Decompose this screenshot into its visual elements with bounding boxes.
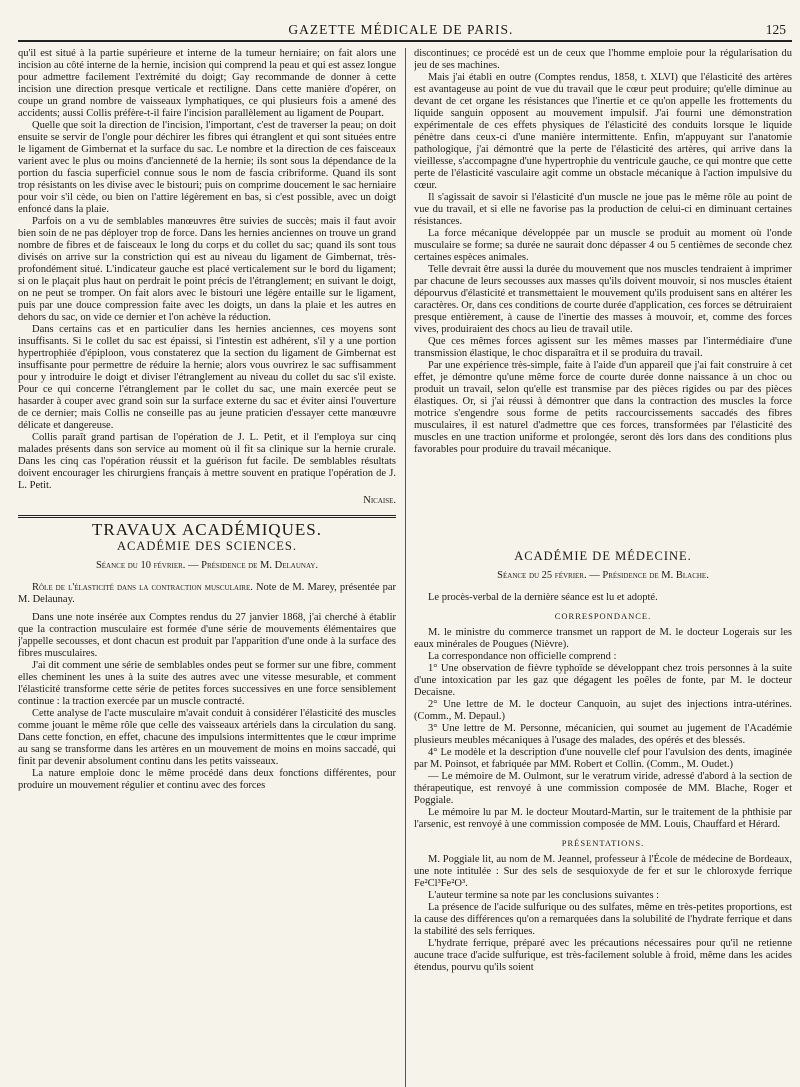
correspondance-item: 1° Une observation de fièvre typhoïde se développant chez trois personnes à la suite d'une intoxication par les gaz que dégagent les poêles de fonte, par M. le docteur Decaisne.: [414, 663, 792, 698]
body-paragraph: Que ces mêmes forces agissent sur les mêmes masses par l'intermédiaire d'une transmission élastique, le choc disparaîtra et il se produira du travail.: [414, 336, 792, 359]
section-rule: [18, 515, 396, 518]
correspondance-item: La correspondance non officielle comprend :: [428, 651, 617, 662]
body-paragraph: La force mécanique développée par un muscle se produit au moment où l'onde musculaire se forme; sa durée ne saurait donc dépasser 4 ou 5 centièmes de seconde chez certaines espèces animales.: [414, 228, 792, 263]
body-paragraph: Dans certains cas et en particulier dans les hernies anciennes, ces moyens sont insuffisants. Si le collet du sac est épaissi, si l'intestin est adhérent, s'il y a une portion hypertrophiée d'épiploon, vous constaterez que la section du ligament de Gimbernat est insuffisante pour permettre de réduire la hernie; alors vous ouvrirez le sac suffisamment pour y introduire le doigt et diviser l'étranglement au niveau du collet du sac s'il existe. Pour ce qui concerne l'étranglement par le collet du sac, une main exercée peut se hasarder à couper avec grand soin sur la surface externe du sac et éviter ainsi l'ouverture de ce dernier; mais Collis ne conseille pas au jeune praticien d'essayer cette manœuvre délicate et dangereuse.: [18, 324, 396, 431]
presentation-paragraph: L'hydrate ferrique, préparé avec les précautions nécessaires pour qu'il ne retienne aucune trace d'acide sulfurique, est très-facilement soluble à froid, même dans les acides étendus, pourvu qu'ils soient: [414, 938, 792, 973]
note-paragraph: J'ai dit comment une série de semblables ondes peut se former sur une fibre, comment elles cheminent les unes à la suite des autres avec une vitesse mesurable, et comment l'élasticité transforme cette série de petites forces successives en une force sensiblement continue : la traction exercée par un muscle contracté.: [18, 660, 396, 707]
body-paragraph: discontinues; ce procédé est un de ceux que l'homme emploie pour la régularisation du jeu de ses machines.: [414, 48, 792, 71]
left-column: [18, 48, 396, 1087]
correspondance-item: — Le mémoire de M. Oulmont, sur le veratrum viride, adressé d'abord à la section de thérapeutique, est renvoyé à une commission composée de MM. Blache, Roger et Poggiale.: [414, 771, 792, 806]
note-title-rest: Note de M. Marey, présentée par M. Delaunay.: [18, 582, 396, 605]
note-title-caps: Rôle de l'élasticité dans la contraction musculaire.: [32, 582, 253, 593]
presentation-paragraph: L'auteur termine sa note par les conclusions suivantes :: [428, 890, 660, 901]
seance-heading: Séance du 10 février. — Présidence de M. Delaunay.: [95, 560, 319, 571]
rubric-presentations: PRÉSENTATIONS.: [561, 838, 645, 848]
body-paragraph: Mais j'ai établi en outre (Comptes rendus, 1858, t. XLVI) que l'élasticité des artères est avantageuse au point de vue du travail que le cœur peut produire; qu'elle diminue au devant de cet organe les résistances que l'inertie et ce qu'on appelle les frottements du liquide sanguin opposent au mouvement impulsif. J'ai fourni une démonstration expérimentale de ces effets physiques de l'élasticité des conduits lorsque le liquide pénètre dans ceux-ci d'une manière intermittente. Enfin, m'appuyant sur l'anatomie pathologique, j'ai démontré que la perte de l'élasticité des artères, qui arrive dans la vieillesse, s'accompagne d'une hypertrophie du ventricule gauche, ce qui montre que cette perte de l'élasticité vasculaire agit comme un obstacle mécanique à l'action impulsive du cœur.: [414, 72, 792, 191]
body-paragraph: Quelle que soit la direction de l'incision, l'important, c'est de traverser la peau; on doit ensuite se servir de l'ongle pour déchirer les fibres qui étranglent et qui sont situées entre le ligament de Gimbernat et la surface du sac. Le nombre et la direction de ces faisceaux varient avec le plus ou moins d'ancienneté de la hernie; ils sont sous la dépendance de la portion du fascia superficiel connue sous le nom de fascia cribriforme. Quand ils sont trop résistants on les divise avec le bistouri; puis on comprime doucement le sac herniaire pour voir s'il cède, ou bien on l'attire légèrement en bas, si c'est possible, avec un doigt enfoncé dans la plaie.: [18, 120, 396, 215]
body-paragraph: Parfois on a vu de semblables manœuvres être suivies de succès; mais il faut avoir bien soin de ne pas déployer trop de force. Dans les hernies anciennes on trouve un grand nombre de fibres et de faisceaux le long du corps et du collet du sac; quand ils sont tous divisés on arrive sur la constriction qui est au niveau du ligament de Gimbernat, très-profondément situé. L'indicateur gauche est placé verticalement sur le bord du ligament; si on le plaçait plus haut on perdrait le point précis de l'étranglement; en suivant le doigt, on ne peut se tromper. On fait alors avec le bistouri une légère entaille sur le ligament, puis par une douce compression faite avec les doigts, un dans la plaie et les autres en dehors du sac, on vide ce dernier et l'on achève la réduction.: [18, 216, 396, 323]
body-paragraph: Collis paraît grand partisan de l'opération de J. L. Petit, et il l'employa sur cinq malades présents dans son service au moment où il fit sa clinique sur la hernie crurale. Dans les cinq cas l'opération réussit et la guérison fut facile. De semblables résultats doivent encourager les chirurgiens français à mettre souvent en pratique l'opération de J. L. Petit.: [18, 432, 396, 491]
blank-space: [414, 456, 792, 546]
minutes-paragraph: Le procès-verbal de la dernière séance est lu et adopté.: [428, 592, 658, 603]
body-paragraph: Il s'agissait de savoir si l'élasticité d'un muscle ne joue pas le même rôle au point de vue du travail, et si elle ne favorise pas la production de celui-ci en diminuant certaines résistances.: [414, 192, 792, 227]
academy-heading: ACADÉMIE DE MÉDECINE.: [514, 549, 692, 563]
page-number: 125: [765, 22, 786, 37]
note-paragraph: Cette analyse de l'acte musculaire m'avait conduit à considérer l'élasticité des muscles comme jouant le même rôle que celle des vaisseaux artériels dans la circulation du sang. Dans cette fonction, en effet, chacune des impulsions intermittentes que le cœur imprime au sang se transforme dans les artères en un mouvement de moins en moins saccadé, qui finit par devenir absolument continu dans les petits vaisseaux.: [18, 708, 396, 767]
section-title: TRAVAUX ACADÉMIQUES.: [91, 520, 322, 539]
journal-title: GAZETTE MÉDICALE DE PARIS.: [288, 22, 514, 37]
correspondance-item: 3° Une lettre de M. Personne, mécanicien, qui soumet au jugement de l'Académie plusieurs meubles mécaniques à l'usage des malades, des opérés et des blessés.: [414, 723, 792, 746]
note-paragraph: Dans une note insérée aux Comptes rendus du 27 janvier 1868, j'ai cherché à établir que la contraction musculaire est formée d'une série de mouvements élémentaires que j'appelle secousses, et dont chacun est produit par l'apparition d'une onde à la surface des fibres musculaires.: [18, 612, 396, 659]
correspondance-item: M. le ministre du commerce transmet un rapport de M. le docteur Logerais sur les eaux minérales de Pougues (Nièvre).: [414, 627, 792, 650]
columns: [18, 48, 792, 1087]
note-title: [18, 582, 396, 606]
academy-heading: ACADÉMIE DES SCIENCES.: [117, 539, 297, 553]
seance-heading: Séance du 25 février. — Présidence de M. Blache.: [497, 570, 709, 581]
body-paragraph: Par une expérience très-simple, faite à l'aide d'un appareil que j'ai fait construire à cet effet, je démontre qu'une même force de courte durée donne naissance à un choc ou produit un travail, selon qu'elle est transmise par des pièces rigides ou par des pièces élastiques. Or, si j'ai réussi à démontrer que dans la contraction des muscles la force motrice s'engendre sous forme de petits raccourcissements saccadés des fibres musculaires, il est naturel d'admettre que ces forces, transformées par l'élasticité des muscles en une traction uniforme et prolongée, seront dès lors dans des conditions plus favorables pour produire du travail mécanique.: [414, 360, 792, 455]
page-header: [18, 14, 792, 42]
presentation-paragraph: La présence de l'acide sulfurique ou des sulfates, même en très-petites proportions, est la cause des différences qu'on a remarquées dans la solubilité de l'hydrate ferrique et dans la stabilité des sels ferriques.: [414, 902, 792, 937]
right-column: [414, 48, 792, 1087]
correspondance-item: 2° Une lettre de M. le docteur Canquoin, au sujet des injections intra-utérines. (Comm., M. Depaul.): [414, 699, 792, 722]
presentation-paragraph: M. Poggiale lit, au nom de M. Jeannel, professeur à l'École de médecine de Bordeaux, une note intitulée : Sur des sels de sesquioxyde de fer et sur le chloroxyde ferrique Fe²Cl³Fe²O³.: [414, 854, 792, 889]
body-paragraph: qu'il est situé à la partie supérieure et interne de la tumeur herniaire; on fait alors une incision au côté interne de la hernie, incision qui comprend la peau et qui est assez longue pour admettre facilement l'extrémité du doigt; Gay recommande de donner à cette incision une direction presque verticale et rectiligne. Dans cette manière d'opérer, on coupe un grand nombre de vaisseaux lymphatiques, ce qui plusieurs fois a amené des accidents; aussi Collis préfère-t-il faire l'incision parallèlement au ligament de Poupart.: [18, 48, 396, 119]
author-signature: Nicaise.: [363, 495, 396, 506]
body-paragraph: Telle devrait être aussi la durée du mouvement que nos muscles tendraient à imprimer par chacune de leurs secousses aux masses qu'ils doivent mouvoir, si nos muscles étaient dépourvus d'élasticité et transmettaient le mouvement qu'ils produisent sans en altérer les caractères. Or, dans ces conditions de courte durée d'application, ces forces se détruiraient presque entièrement, à cause de l'inertie des masses à mouvoir, et, comme des forces vives, produiraient des chocs au lieu de travail utile.: [414, 264, 792, 335]
note-paragraph: La nature emploie donc le même procédé dans deux fonctions différentes, pour produire un mouvement régulier et continu avec des forces: [18, 768, 396, 791]
correspondance-item: Le mémoire lu par M. le docteur Moutard-Martin, sur le traitement de la phthisie par l'arsenic, est renvoyé à une commission composée de MM. Louis, Chauffard et Hérard.: [414, 807, 792, 830]
rubric-correspondance: CORRESPONDANCE.: [554, 611, 652, 621]
correspondance-item: 4° Le modèle et la description d'une nouvelle clef pour l'avulsion des dents, imaginée par M. Poinsot, et fabriquée par MM. Robert et Collin. (Comm., M. Oudet.): [414, 747, 792, 770]
